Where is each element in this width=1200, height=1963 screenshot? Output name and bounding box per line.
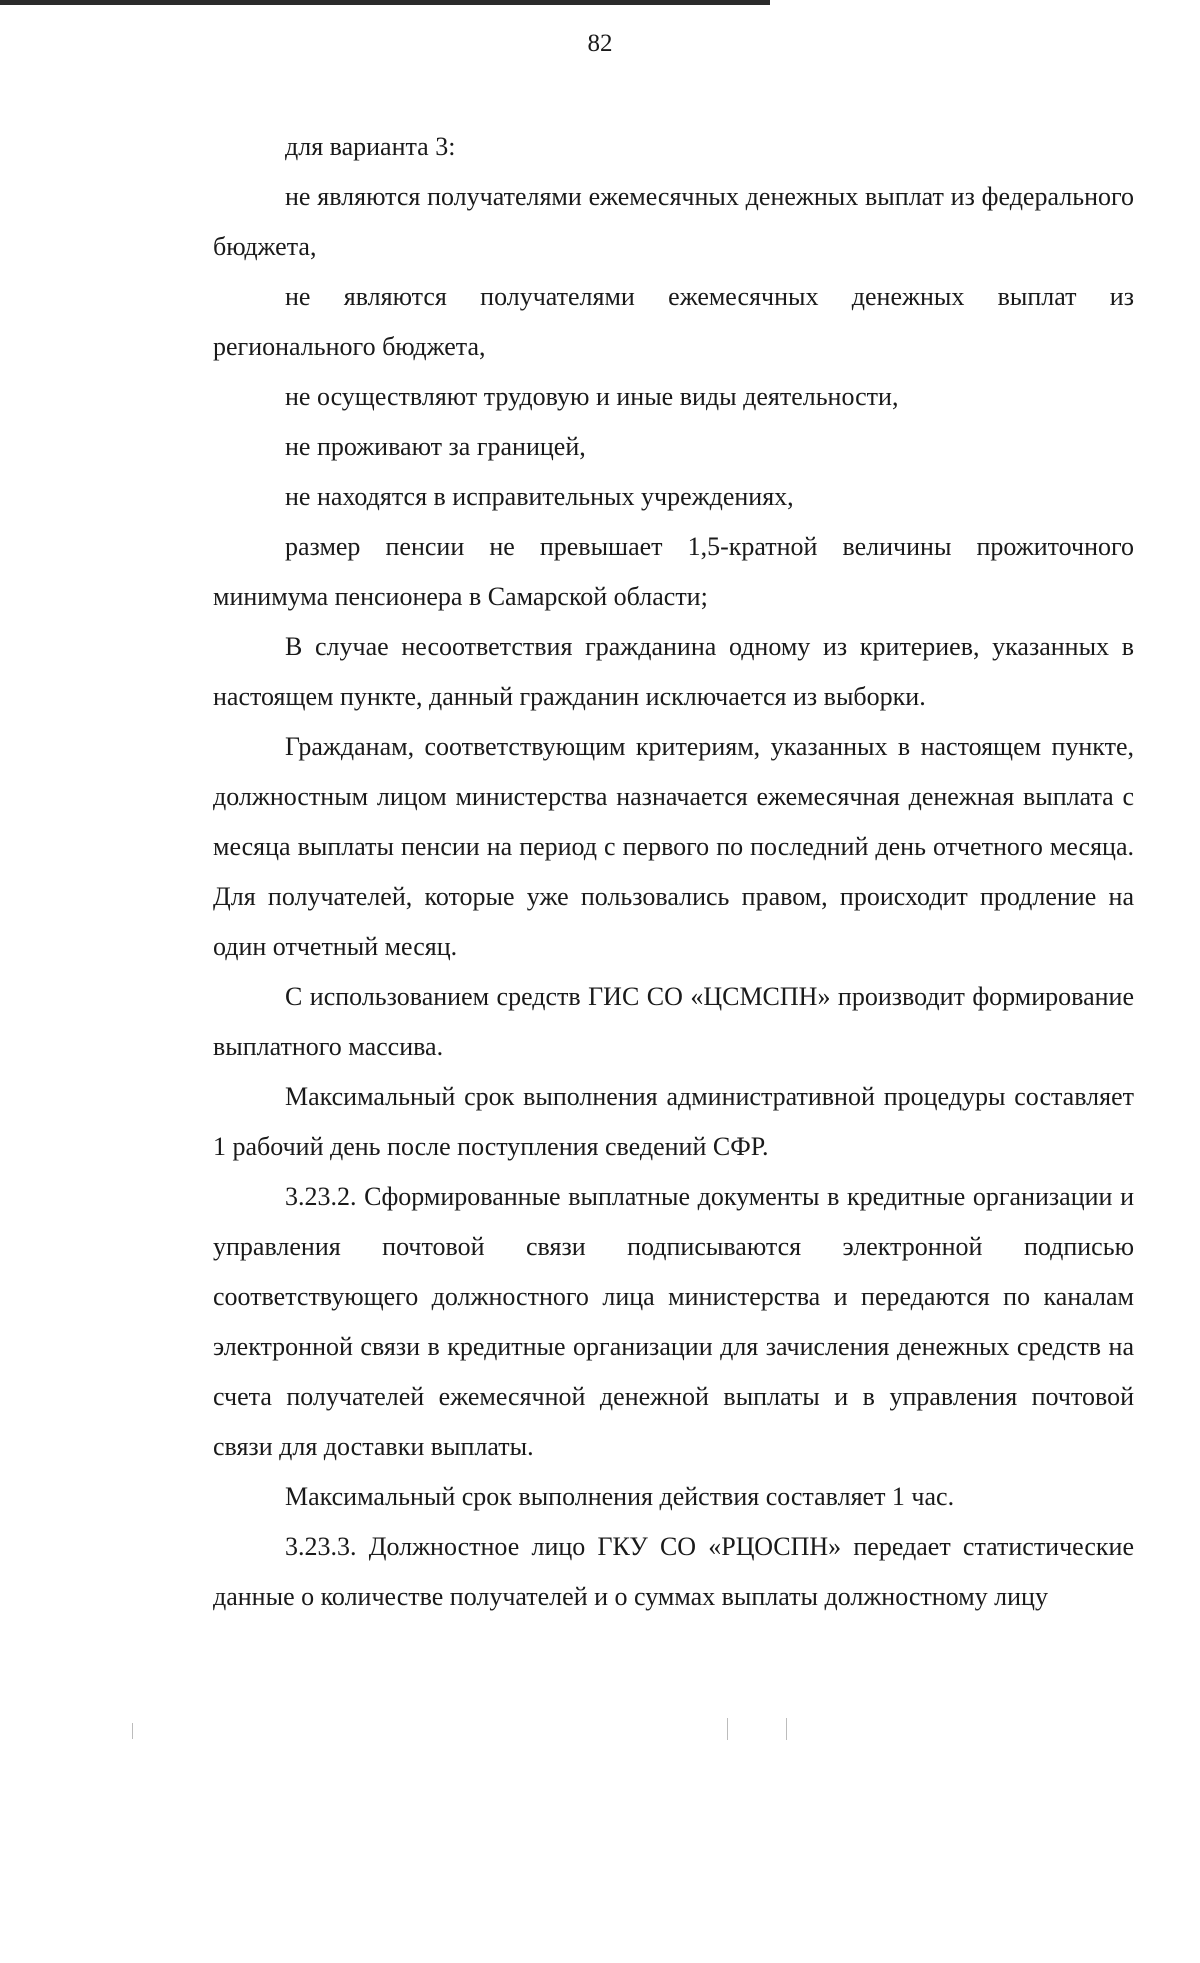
paragraph-exclusion: В случае несоответствия гражданина одному из критериев, указанных в настоящем пункте, данный гражданин исключается из выборки. — [213, 632, 1134, 711]
page-number: 82 — [587, 30, 613, 57]
paragraph-deadline-procedure: Максимальный срок выполнения административной процедуры составляет 1 рабочий день после поступления сведений СФР. — [213, 1082, 1134, 1161]
paragraph-regional-budget: не являются получателями ежемесячных денежных выплат из регионального бюджета, — [213, 282, 1134, 361]
paragraph-deadline-action: Максимальный срок выполнения действия составляет 1 час. — [285, 1482, 955, 1511]
paragraph-3-23-3: 3.23.3. Должностное лицо ГКУ СО «РЦОСПН» передает статистические данные о количестве получателей и о суммах выплаты должностному лицу — [213, 1532, 1134, 1611]
scan-artifact-center — [727, 1718, 728, 1740]
scan-artifact-right — [786, 1718, 787, 1740]
paragraph-payment-array: С использованием средств ГИС СО «ЦСМСПН» производит формирование выплатного массива. — [213, 982, 1134, 1061]
paragraph-pension-size: размер пенсии не превышает 1,5-кратной величины прожиточного минимума пенсионера в Самарской области; — [213, 532, 1134, 611]
paragraph-no-employment: не осуществляют трудовую и иные виды деятельности, — [285, 382, 899, 411]
paragraph-not-in-correctional: не находятся в исправительных учреждениях, — [285, 482, 794, 511]
document-body — [213, 122, 1134, 1622]
paragraph-assignment: Гражданам, соответствующим критериям, указанных в настоящем пункте, должностным лицом министерства назначается ежемесячная денежная выплата с месяца выплаты пенсии на период с первого по последний день отчетного месяца. Для получателей, которые уже пользовались правом, происходит продление на один отчетный месяц. — [213, 732, 1134, 961]
paragraph-federal-budget: не являются получателями ежемесячных денежных выплат из федерального бюджета, — [213, 182, 1134, 261]
paragraph-3-23-2: 3.23.2. Сформированные выплатные документы в кредитные организации и управления почтовой связи подписываются электронной подписью соответствующего должностного лица министерства и передаются по каналам электронной связи в кредитные организации для зачисления денежных средств на счета получателей ежемесячной денежной выплаты и в управления почтовой связи для доставки выплаты. — [213, 1182, 1134, 1461]
scan-top-edge — [0, 0, 770, 5]
scan-artifact-left — [132, 1723, 133, 1739]
paragraph-not-abroad: не проживают за границей, — [285, 432, 586, 461]
paragraph-variant-heading: для варианта 3: — [285, 132, 456, 161]
